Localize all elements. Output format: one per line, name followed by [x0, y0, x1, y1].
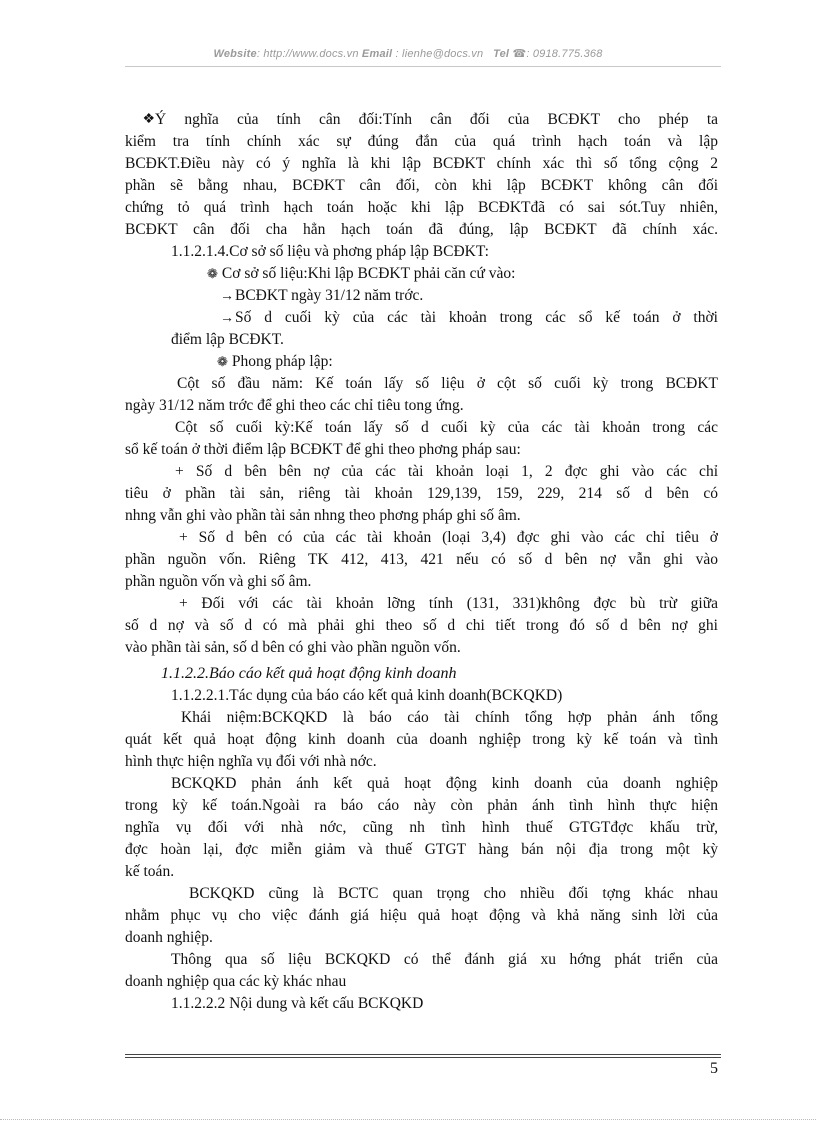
paragraph-line: nhằm phục vụ cho việc đánh giá hiệu quả hoạt động và khả năng sinh lời của [125, 907, 718, 924]
section-heading: 1.1.2.1.4.Cơ sở số liệu và phơng pháp lập BCĐKT: [171, 243, 489, 260]
paragraph-line: ngày 31/12 năm trớc để ghi theo các chỉ tiêu tong ứng. [125, 397, 464, 414]
paragraph-line: trong kỳ kế toán.Ngoài ra báo cáo này còn phản ánh tình hình thực hiện [125, 797, 718, 814]
paragraph-line: BCKQKD cũng là BCTC quan trọng cho nhiều đối tợng khác nhau [189, 885, 718, 902]
header-rule [125, 66, 721, 67]
sub-item: ❁ Phong pháp lập: [125, 351, 718, 373]
flower-bullet-icon: ❁ [217, 354, 228, 369]
paragraph-line: quát kết quả hoạt động kinh doanh của doanh nghiệp trong kỳ kế toán và tình [125, 731, 718, 748]
arrow-right-icon: → [220, 311, 234, 326]
paragraph-line: ❖Ý nghĩa của tính cân đối:Tính cân đối của BCĐKT cho phép ta [125, 109, 718, 131]
sub-item: →Số d cuối kỳ của các tài khoản trong các sổ kế toán ở thời [125, 307, 718, 329]
paragraph-line: phần nguồn vốn. Riêng TK 412, 413, 421 nếu có số d bên nợ vẫn ghi vào [125, 551, 718, 568]
page-bottom-dotted-border [0, 1119, 816, 1120]
footer-rule [125, 1054, 721, 1055]
email-value: : lienhe@docs.vn [395, 48, 484, 60]
paragraph-line: đợc hoàn lại, đợc miễn giảm và thuế GTGT hàng bán nội địa trong một kỳ [125, 841, 718, 858]
paragraph-line: doanh nghiệp qua các kỳ khác nhau [125, 973, 347, 990]
arrow-right-icon: → [220, 289, 234, 304]
document-body [125, 109, 718, 1015]
paragraph-line: + Đối với các tài khoản lỡng tính (131, 331)không đợc bù trừ giữa [179, 595, 718, 612]
page-number: 5 [710, 1060, 718, 1077]
paragraph-line: phần sẽ bằng nhau, BCĐKT cân đối, còn khi lập BCĐKT không cân đối [125, 177, 718, 194]
paragraph-line: Thông qua số liệu BCKQKD có thể đánh giá xu hớng phát triển của [171, 951, 718, 968]
paragraph-line: số d nợ và số d có mà phải ghi theo số d chi tiết trong đó số d bên nợ ghi [125, 617, 718, 634]
sub-item: ❁ Cơ sở số liệu:Khi lập BCĐKT phải căn cứ vào: [125, 263, 718, 285]
paragraph-line: hình thực hiện nghĩa vụ đối với nhà nớc. [125, 753, 377, 770]
section-heading: 1.1.2.2.2 Nội dung và kết cấu BCKQKD [171, 995, 424, 1012]
tel-value: : 0918.775.368 [526, 48, 603, 60]
page-header [0, 47, 816, 60]
footer-rule [125, 1057, 721, 1058]
website-label: Website [213, 48, 257, 60]
paragraph-line: nghĩa vụ đối với nhà nớc, cũng nh tình hình thuế GTGTđợc khấu trừ, [125, 819, 718, 836]
paragraph-line: sổ kế toán ở thời điểm lập BCĐKT để ghi theo phơng pháp sau: [125, 441, 521, 458]
paragraph-line: kế toán. [125, 863, 175, 880]
paragraph-line: Cột số đầu năm: Kế toán lấy số liệu ở cột số cuối kỳ trong BCĐKT [177, 375, 718, 392]
paragraph-line: kiểm tra tính chính xác sự đúng đắn của quá trình hạch toán và lập [125, 133, 718, 150]
paragraph-line: + Số d bên bên nợ của các tài khoản loại 1, 2 đợc ghi vào các chỉ [175, 463, 718, 480]
paragraph-line: doanh nghiệp. [125, 929, 213, 946]
paragraph-line: BCĐKT.Điều này có ý nghĩa là khi lập BCĐKT chính xác thì số tổng cộng 2 [125, 155, 718, 172]
website-value: : http://www.docs.vn [256, 48, 359, 60]
paragraph-line: điểm lập BCĐKT. [171, 331, 284, 348]
diamond-bullet-icon: ❖ [125, 112, 155, 127]
section-heading: 1.1.2.2.1.Tác dụng của báo cáo kết quả kinh doanh(BCKQKD) [171, 687, 563, 704]
paragraph-line: nhng vẫn ghi vào phần tài sản nhng theo phơng pháp ghi số âm. [125, 507, 521, 524]
paragraph-line: vào phần tài sản, số d bên có ghi vào phần nguồn vốn. [125, 639, 461, 656]
paragraph-line: chứng tỏ quá trình hạch toán hoặc khi lập BCĐKTđã có sai sót.Tuy nhiên, [125, 199, 718, 216]
paragraph-line: Khái niệm:BCKQKD là báo cáo tài chính tổng hợp phản ánh tổng [181, 709, 718, 726]
paragraph-line: tiêu ở phần tài sản, riêng tài khoản 129,139, 159, 229, 214 số d bên có [125, 485, 718, 502]
sub-item: →BCĐKT ngày 31/12 năm trớc. [125, 285, 718, 307]
phone-icon: ☎ [512, 48, 527, 60]
paragraph-line: + Số d bên có của các tài khoản (loại 3,4) đợc ghi vào các chỉ tiêu ở [179, 529, 718, 546]
flower-bullet-icon: ❁ [207, 266, 218, 281]
section-heading-italic: 1.1.2.2.Báo cáo kết quả hoạt động kinh doanh [161, 665, 457, 682]
paragraph-line: Cột số cuối kỳ:Kế toán lấy số d cuối kỳ của các tài khoản trong các [175, 419, 718, 436]
tel-label: Tel [493, 48, 510, 60]
paragraph-line: phần nguồn vốn và ghi số âm. [125, 573, 312, 590]
paragraph-line: BCKQKD phản ánh kết quả hoạt động kinh doanh của doanh nghiệp [171, 775, 718, 792]
paragraph-line: BCĐKT cân đối cha hẳn hạch toán đã đúng, lập BCĐKT đã chính xác. [125, 221, 718, 238]
email-label: Email [361, 48, 393, 60]
